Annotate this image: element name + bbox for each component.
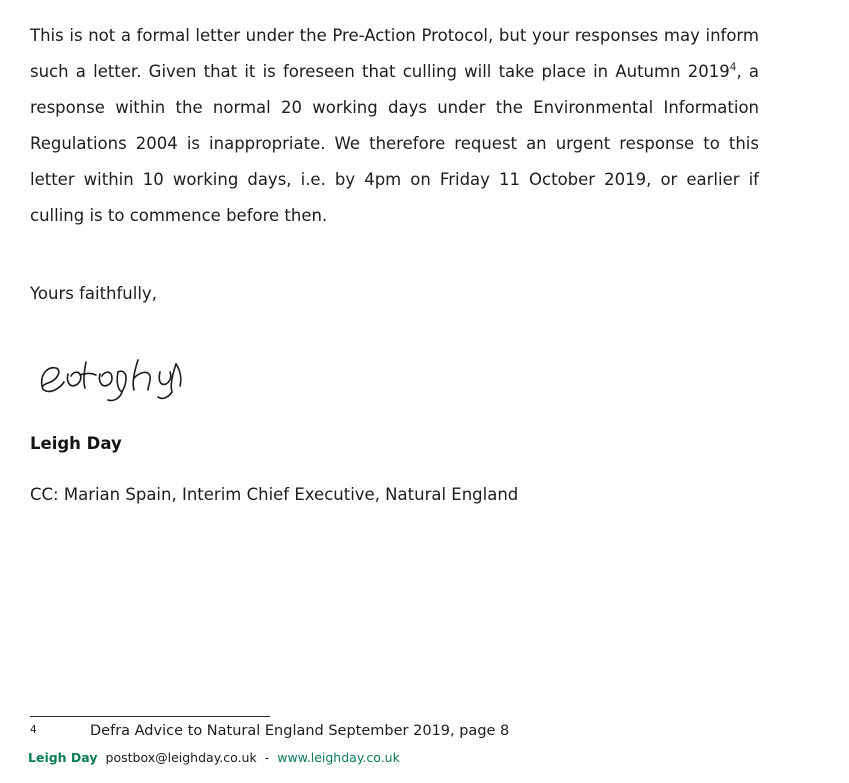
signature-image <box>30 342 759 422</box>
footer-website-link[interactable]: www.leighday.co.uk <box>277 750 400 765</box>
paragraph-pre-action-protocol <box>30 18 759 234</box>
cc-recipients-line: CC: Marian Spain, Interim Chief Executive, Natural England <box>30 485 519 504</box>
page-footer <box>28 750 400 765</box>
closing-salutation: Yours faithfully, <box>30 284 157 303</box>
footnote-separator-rule <box>30 716 270 717</box>
footer-brand-name: Leigh Day <box>28 750 98 765</box>
footnote-area <box>30 716 790 739</box>
footnote-reference-marker: 4 <box>729 61 737 74</box>
footnote-number: 4 <box>30 724 37 736</box>
footnote-text: Defra Advice to Natural England September 2019, page 8 <box>90 723 510 739</box>
footer-separator: - <box>264 750 270 765</box>
handwritten-signature-icon <box>30 342 230 412</box>
paragraph-text-part-1: This is not a formal letter under the Pre-Action Protocol, but your responses may inform such a letter. Given that it is foreseen that culling will take place in Autumn 2019 <box>30 26 759 81</box>
signer-name: Leigh Day <box>30 434 122 453</box>
paragraph-text-part-2: , a response within the normal 20 working days under the Environmental Information Regulations 2004 is inappropriate. We therefore request an urgent response to this letter within 10 working days, i.e. by 4pm on Friday 11 October 2019, or earlier if culling is to commence before then. <box>30 62 759 225</box>
footnote-entry <box>30 723 790 739</box>
footer-email[interactable]: postbox@leighday.co.uk <box>105 750 257 765</box>
